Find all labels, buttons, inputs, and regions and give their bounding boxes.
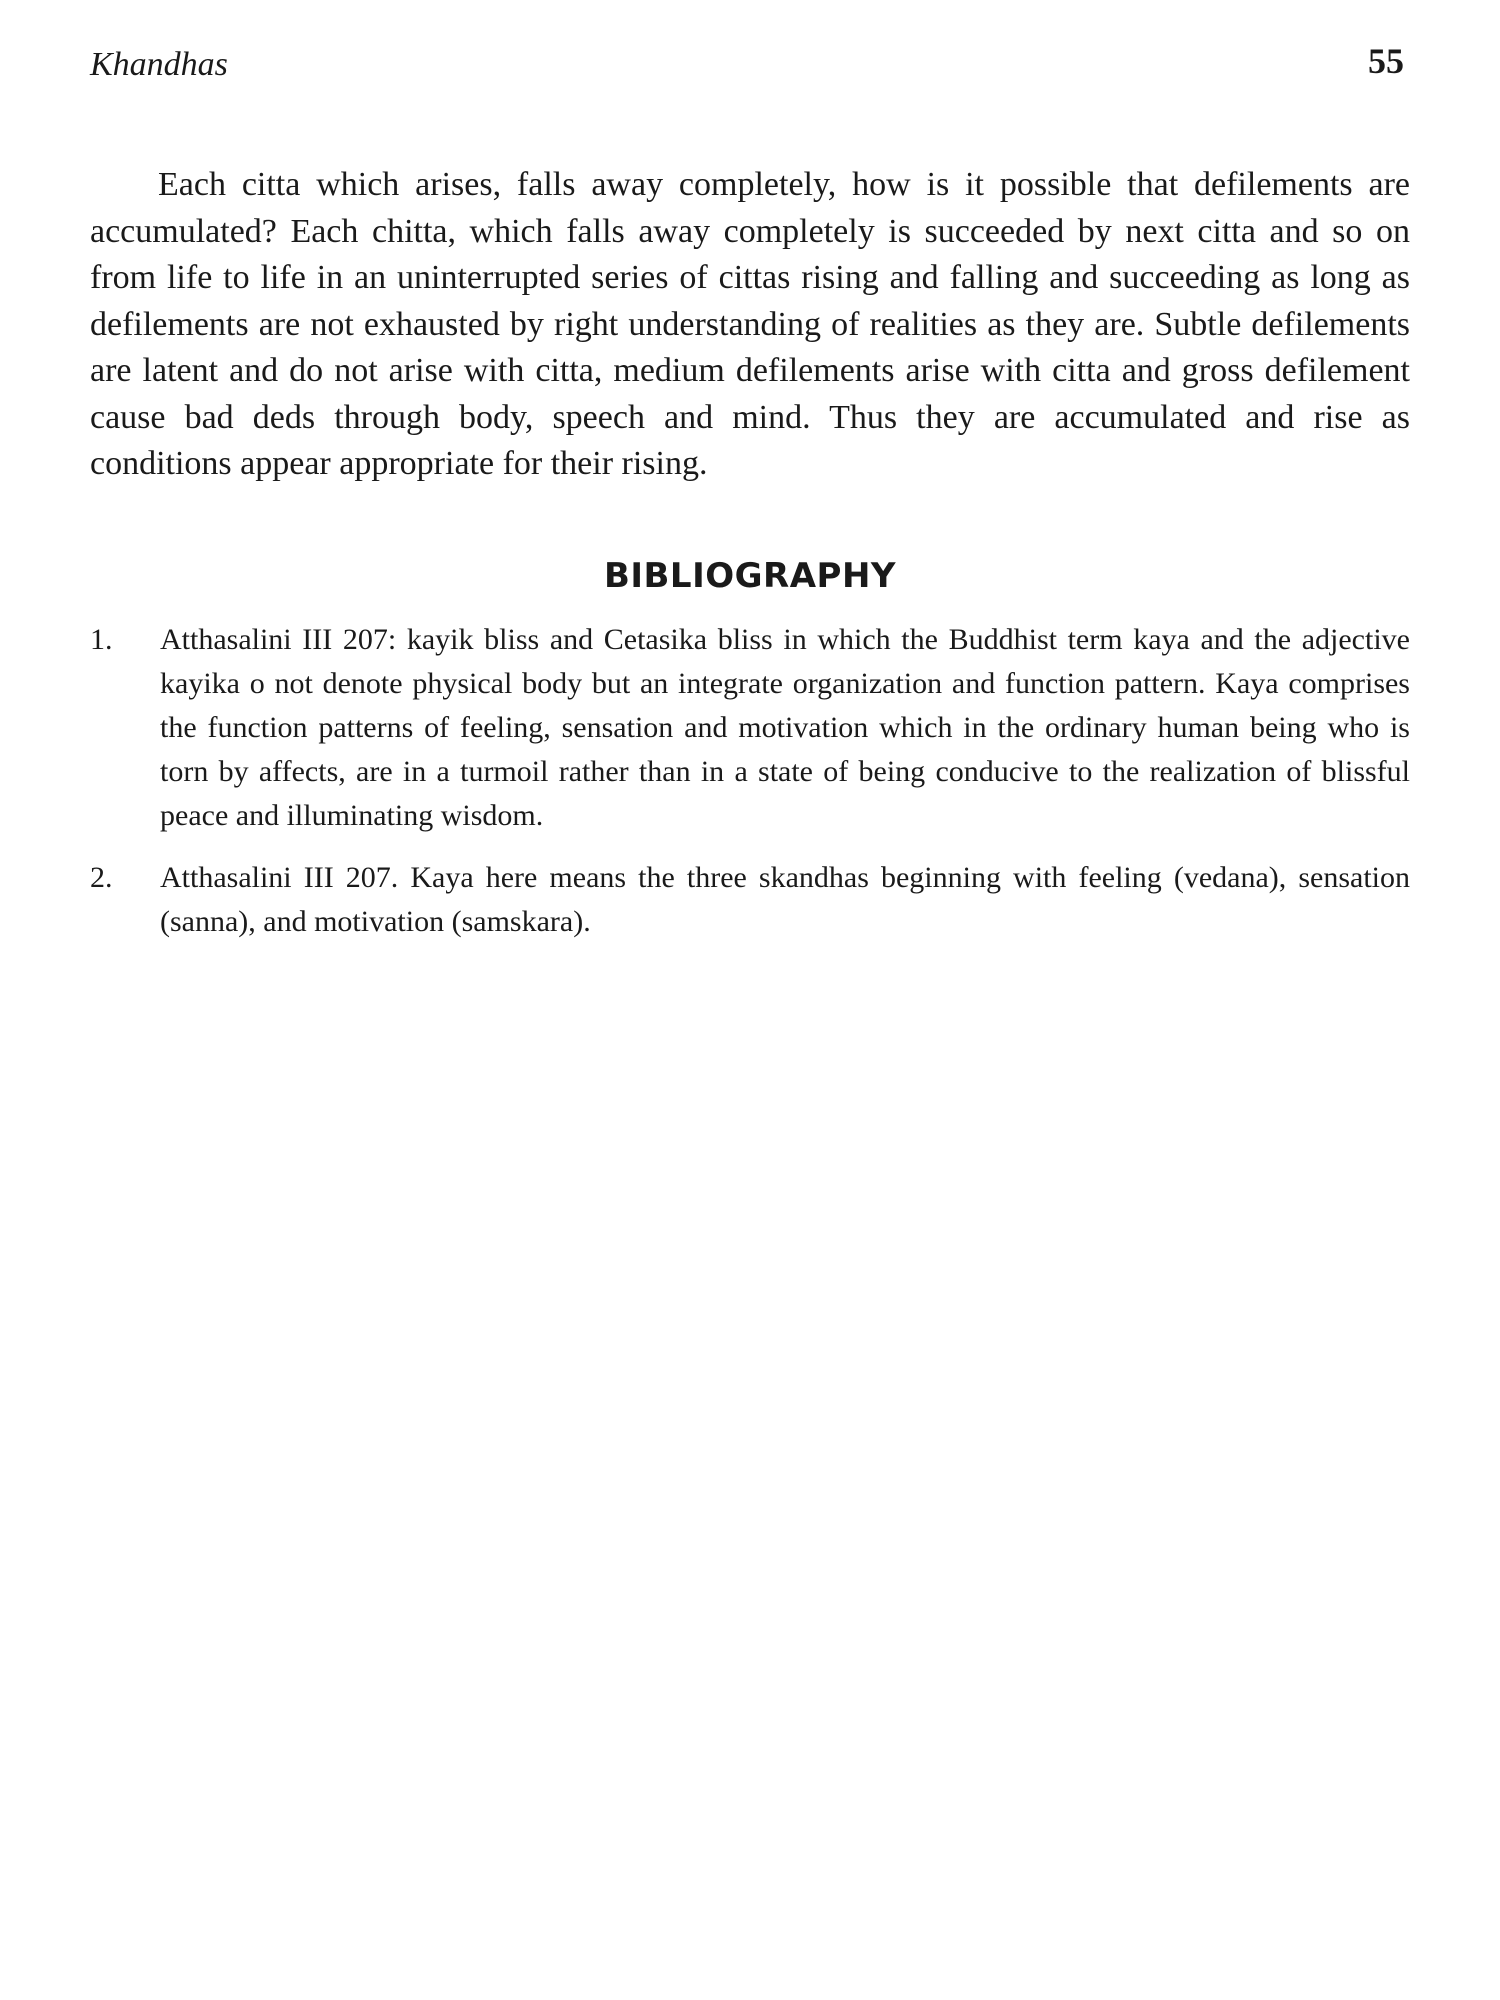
bibliography-item [90,618,1410,838]
bibliography-item [90,856,1410,944]
bibliography-item-text: Atthasalini III 207. Kaya here means the three skandhas beginning with feeling (vedana), sensation (sanna), and motivation (samskara). [160,861,1410,938]
page-number: 55 [1368,41,1404,81]
bibliography-item-number: 2. [90,861,113,894]
bibliography-item-text: Atthasalini III 207: kayik bliss and Cetasika bliss in which the Buddhist term kaya and the adjective kayika o not denote physical body but an integrate organization and function pattern. Kaya comprises the function patterns of feeling, sensation and motivation which in the ordinary human being who is torn by affects, are in a turmoil rather than in a state of being conducive to the realization of blissful peace and illuminating wisdom. [160,623,1410,832]
bibliography-item-number: 1. [90,623,113,656]
running-head: Khandhas [90,46,228,83]
section-heading: BIBLIOGRAPHY [603,556,897,596]
body-paragraph: Each citta which arises, falls away completely, how is it possible that defilements are accumulated? Each chitta, which falls away completely is succeeded by next citta and so on from life to life in an uninterrupted series of cittas rising and falling and succeeding as long as defilements are not exhausted by right understanding of realities as they are. Subtle defilements are latent and do not arise with citta, medium defilements arise with citta and gross defilement cause bad deds through body, speech and mind. Thus they are accumulated and rise as conditions appear appropriate for their rising. [90,166,1410,482]
bibliography-list [90,618,1410,962]
